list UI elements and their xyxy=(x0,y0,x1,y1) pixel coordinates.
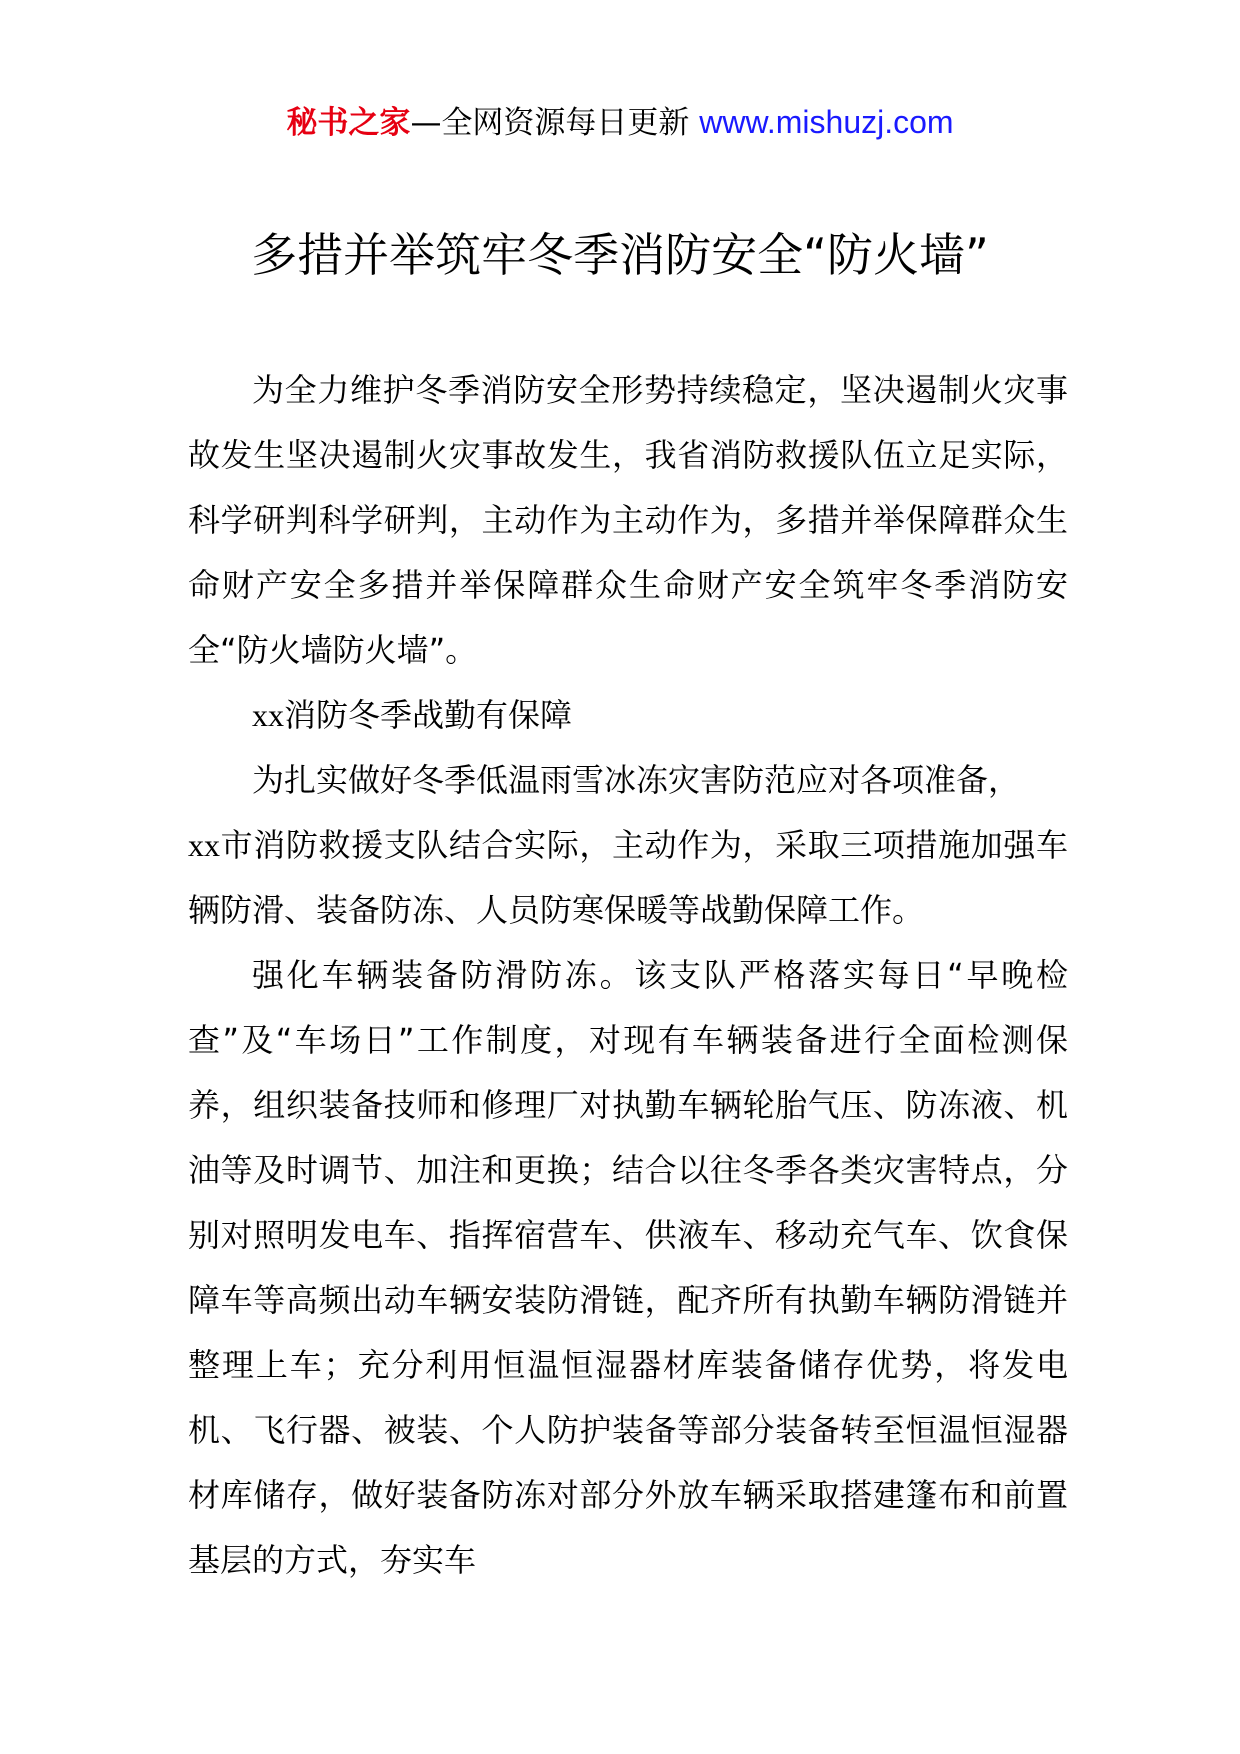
paragraph-intro xyxy=(188,358,1068,683)
paragraph-text: 强化车辆装备防滑防冻。该支队严格落实每日“早晚检查”及“车场日”工作制度，对现有车辆装备进行全面检测保养，组织装备技师和修理厂对执勤车辆轮胎气压、防冻液、机油等及时调节、加注和更换；结合以往冬季各类灾害特点，分别对照明发电车、指挥宿营车、供液车、移动充气车、饮食保障车等高频出动车辆安装防滑链，配齐所有执勤车辆防滑链并整理上车；充分利用恒温恒湿器材库装备储存优势，将发电机、飞行器、被装、个人防护装备等部分装备转至恒温恒湿器材库储存，做好装备防冻对部分外放车辆采取搭建篷布和前置基层的方式，夯实车 xyxy=(188,956,1068,1579)
paragraph-prefix: xx xyxy=(252,697,284,733)
site-header xyxy=(0,100,1240,145)
section-heading xyxy=(188,683,1068,748)
document-body xyxy=(188,358,1068,1593)
paragraph-vehicle-equipment xyxy=(188,943,1068,1593)
paragraph-text: 消防冬季战勤有保障 xyxy=(284,696,573,734)
site-tagline: —全网资源每日更新 xyxy=(410,105,700,141)
paragraph-measures xyxy=(188,813,1068,943)
paragraph-text: 为扎实做好冬季低温雨雪冰冻灾害防范应对各项准备， xyxy=(252,761,1021,799)
paragraph-preparation xyxy=(188,748,1068,813)
site-url: www.mishuzj.com xyxy=(699,104,954,140)
paragraph-prefix: xx xyxy=(188,827,220,863)
site-brand: 秘书之家 xyxy=(286,105,411,141)
paragraph-text: 市消防救援支队结合实际，主动作为，采取三项措施加强车辆防滑、装备防冻、人员防寒保暖等战勤保障工作。 xyxy=(188,826,1068,929)
document-title: 多措并举筑牢冬季消防安全“防火墙” xyxy=(251,228,989,282)
paragraph-text: 为全力维护冬季消防安全形势持续稳定，坚决遏制火灾事故发生坚决遏制火灾事故发生，我省消防救援队伍立足实际，科学研判科学研判，主动作为主动作为，多措并举保障群众生命财产安全多措并举保障群众生命财产安全筑牢冬季消防安全“防火墙防火墙”。 xyxy=(188,371,1068,669)
